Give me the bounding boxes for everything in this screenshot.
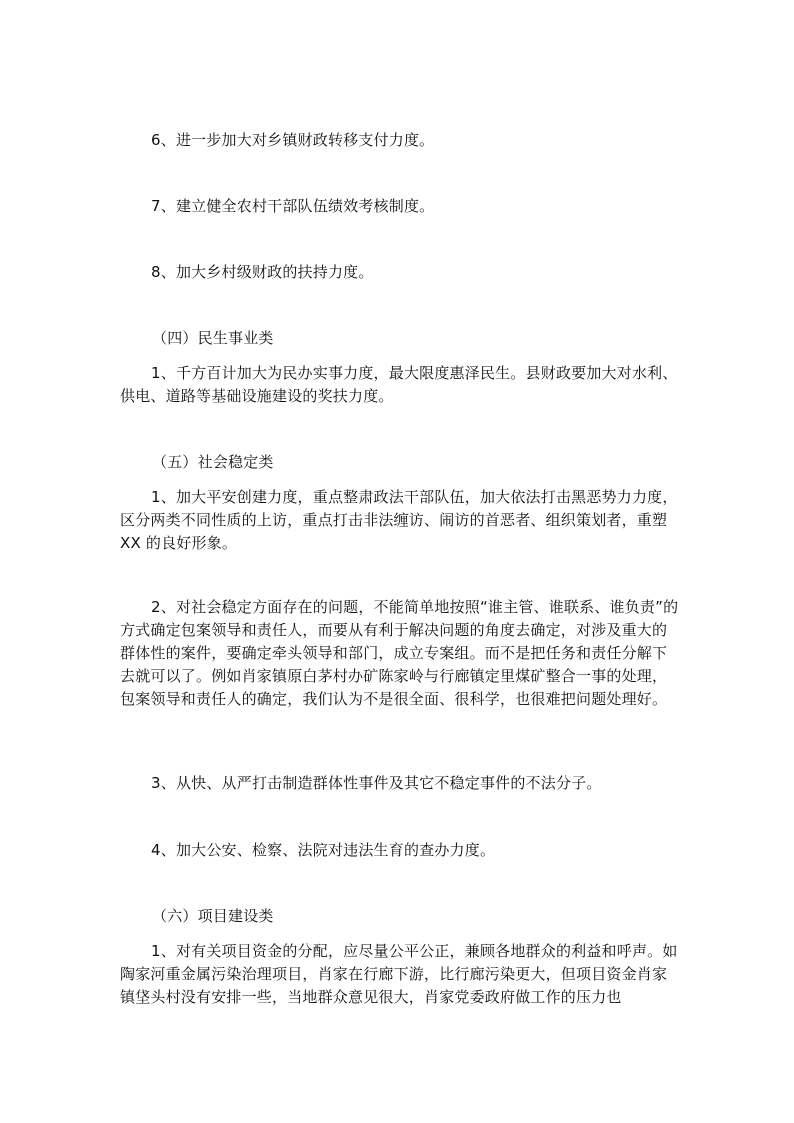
- paragraph-item-8: 8、加大乡村级财政的扶持力度。: [151, 263, 374, 281]
- paragraph-stability-4: 4、加大公安、检察、法院对违法生育的查办力度。: [151, 841, 496, 859]
- section-heading-livelihood: （四）民生事业类: [152, 329, 274, 347]
- section-heading-projects: （六）项目建设类: [152, 907, 274, 925]
- paragraph-stability-3: 3、从快、从严打击制造群体性事件及其它不稳定事件的不法分子。: [151, 774, 602, 792]
- paragraph-item-6: 6、进一步加大对乡镇财政转移支付力度。: [151, 131, 435, 149]
- paragraph-stability-2: 2、对社会稳定方面存在的问题，不能简单地按照“谁主管、谁联系、谁负责”的方式确定包案领导和责任人，而要从有利于解决问题的角度去确定，对涉及重大的群体性的案件，要确定牵头领导和部门，成立专案组。而不是把任务和责任分解下去就可以了。例如肖家镇原白茅村办矿陈家岭与行廊镇定里煤矿整合一事的处理，包案领导和责任人的确定，我们认为不是很全面、很科学，也很难把问题处理好。: [120, 598, 679, 708]
- paragraph-item-7: 7、建立健全农村干部队伍绩效考核制度。: [151, 197, 435, 215]
- section-heading-stability: （五）社会稳定类: [152, 453, 274, 471]
- paragraph-livelihood-1: 1、千方百计加大为民办实事力度，最大限度惠泽民生。县财政要加大对水利、供电、道路等基础设施建设的奖扶力度。: [120, 364, 678, 405]
- paragraph-stability-1: 1、加大平安创建力度，重点整肃政法干部队伍，加大依法打击黑恶势力力度，区分两类不同性质的上访，重点打击非法缠访、闹访的首恶者、组织策划者，重塑 XX 的良好形象。: [120, 488, 678, 552]
- paragraph-projects-1: 1、对有关项目资金的分配，应尽量公平公正，兼顾各地群众的利益和呼声。如陶家河重金属污染治理项目，肖家在行廊下游，比行廊污染更大，但项目资金肖家镇垡头村没有安排一些，当地群众意见很大，肖家党委政府做工作的压力也: [120, 942, 678, 1006]
